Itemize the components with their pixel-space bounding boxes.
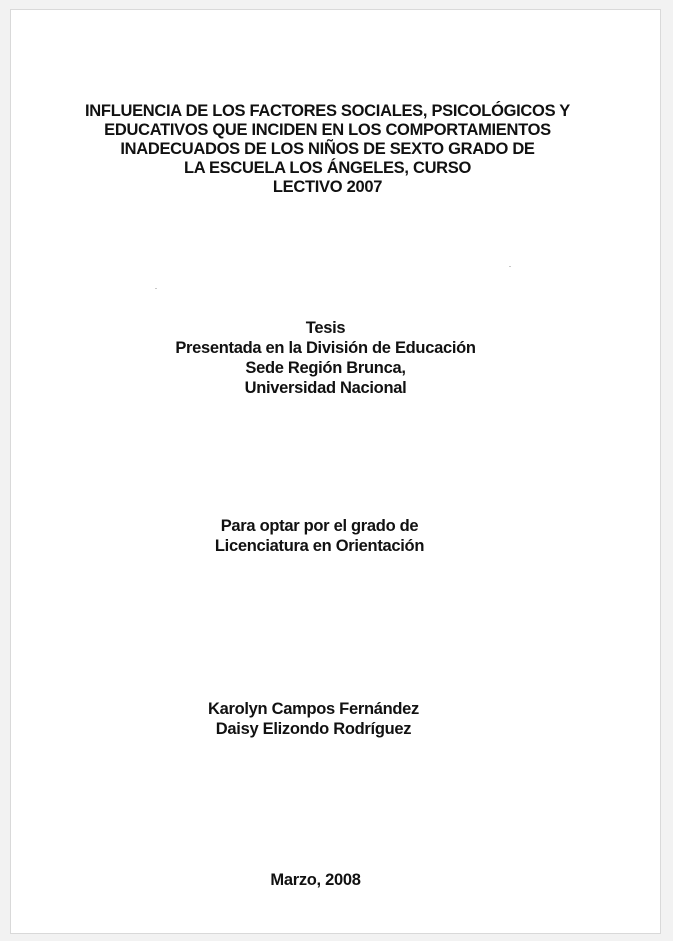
title-line: INADECUADOS DE LOS NIÑOS DE SEXTO GRADO DE <box>120 140 535 158</box>
authors <box>0 699 638 739</box>
title-line: LECTIVO 2007 <box>272 178 383 196</box>
scan-speck <box>509 266 511 267</box>
thesis-label: Tesis <box>305 319 346 337</box>
degree-statement <box>0 516 644 556</box>
title-line: EDUCATIVOS QUE INCIDEN EN LOS COMPORTAMIENTOS <box>104 121 551 139</box>
university-line: Universidad Nacional <box>244 379 407 397</box>
title-line: INFLUENCIA DE LOS FACTORES SOCIALES, PSICOLÓGICOS Y <box>85 102 570 120</box>
degree-line: Para optar por el grado de <box>220 517 419 535</box>
scan-speck <box>155 288 157 289</box>
title-line: LA ESCUELA LOS ÁNGELES, CURSO <box>183 159 472 177</box>
document-page <box>10 9 661 934</box>
author-name: Karolyn Campos Fernández <box>207 700 419 718</box>
campus-line: Sede Región Brunca, <box>245 359 406 377</box>
division-line: Presentada en la División de Educación <box>175 339 476 357</box>
thesis-title <box>3 102 652 197</box>
publication-date: Marzo, 2008 <box>270 871 361 889</box>
thesis-presentation <box>1 318 650 398</box>
author-name: Daisy Elizondo Rodríguez <box>215 720 412 738</box>
degree-line: Licenciatura en Orientación <box>214 537 425 555</box>
